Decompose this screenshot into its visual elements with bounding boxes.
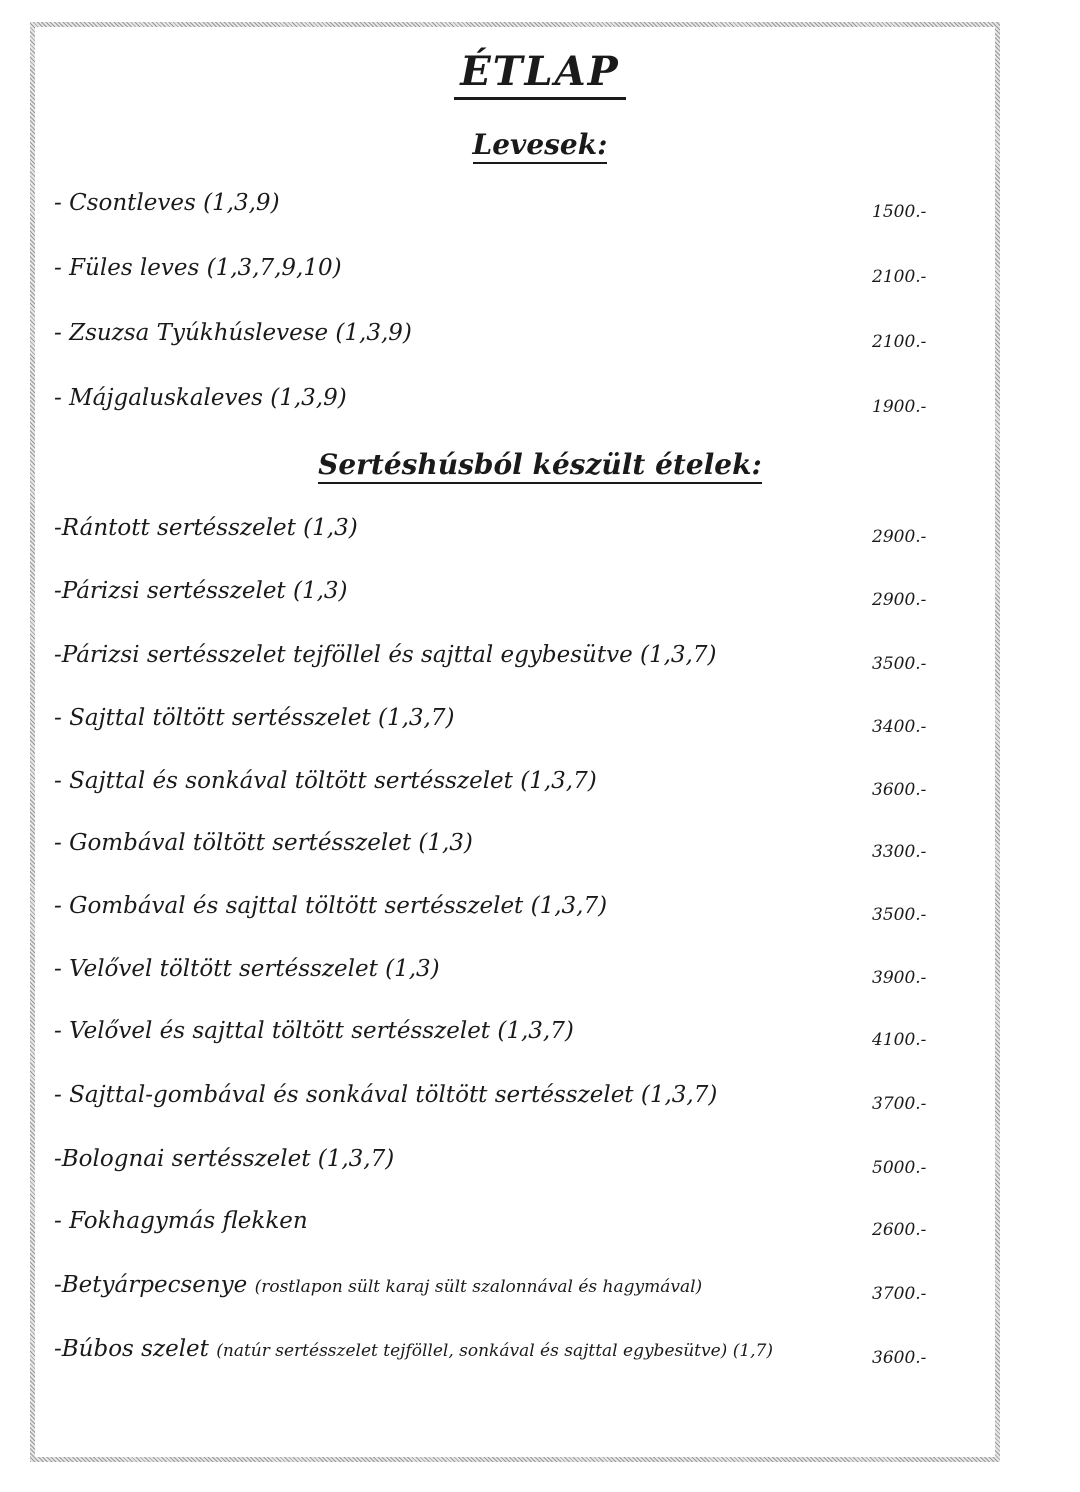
- menu-item: [54, 956, 1004, 1000]
- section-heading-pork: Sertéshúsból készült ételek:: [0, 448, 1080, 481]
- item-price: 3500.-: [872, 654, 927, 674]
- item-description: (natúr sertésszelet tejföllel, sonkával és sajttal egybesütve) (1,7): [216, 1341, 774, 1361]
- item-price: 3700.-: [872, 1094, 927, 1114]
- item-name: -Bolognai sertésszelet (1,3,7): [54, 1146, 395, 1172]
- item-name: [54, 1336, 773, 1362]
- menu-item: [54, 1272, 1004, 1316]
- menu-item: [54, 893, 1004, 937]
- menu-item: [54, 1146, 1004, 1190]
- item-name: -Rántott sertésszelet (1,3): [54, 515, 358, 541]
- item-price: 5000.-: [872, 1158, 927, 1178]
- item-price: 2600.-: [872, 1220, 927, 1240]
- menu-item: [54, 1208, 1004, 1252]
- item-name: - Velővel és sajttal töltött sertésszelet (1,3,7): [54, 1018, 574, 1044]
- menu-item: [54, 255, 1004, 299]
- item-price: 3900.-: [872, 968, 927, 988]
- item-name: -Párizsi sertésszelet tejföllel és sajttal egybesütve (1,3,7): [54, 642, 717, 668]
- item-price: 3700.-: [872, 1284, 927, 1304]
- item-name: - Sajttal töltött sertésszelet (1,3,7): [54, 705, 455, 731]
- menu-item: [54, 1082, 1004, 1126]
- item-name: -Párizsi sertésszelet (1,3): [54, 578, 348, 604]
- item-name: - Gombával töltött sertésszelet (1,3): [54, 830, 473, 856]
- item-name: - Csontleves (1,3,9): [54, 190, 280, 216]
- item-name: - Zsuzsa Tyúkhúslevese (1,3,9): [54, 320, 412, 346]
- item-price: 1500.-: [872, 202, 927, 222]
- item-price: 2900.-: [872, 527, 927, 547]
- menu-item: [54, 320, 1004, 364]
- item-price: 2900.-: [872, 590, 927, 610]
- item-price: 1900.-: [872, 397, 927, 417]
- menu-item: [54, 385, 1004, 429]
- menu-item: [54, 1336, 1004, 1380]
- item-name: - Velővel töltött sertésszelet (1,3): [54, 956, 440, 982]
- menu-title: ÉTLAP: [0, 48, 1080, 95]
- menu-item: [54, 515, 1004, 559]
- item-name: - Fokhagymás flekken: [54, 1208, 308, 1234]
- item-description: (rostlapon sült karaj sült szalonnával és hagymával): [254, 1277, 703, 1297]
- item-price: 3600.-: [872, 780, 927, 800]
- item-price: 2100.-: [872, 332, 927, 352]
- item-name: [54, 1272, 702, 1298]
- item-title: -Búbos szelet: [54, 1336, 209, 1362]
- item-name: - Füles leves (1,3,7,9,10): [54, 255, 342, 281]
- item-name: - Sajttal és sonkával töltött sertésszelet (1,3,7): [54, 768, 597, 794]
- item-price: 3600.-: [872, 1348, 927, 1368]
- item-price: 3300.-: [872, 842, 927, 862]
- item-name: - Gombával és sajttal töltött sertésszelet (1,3,7): [54, 893, 608, 919]
- item-price: 4100.-: [872, 1030, 927, 1050]
- menu-item: [54, 642, 1004, 686]
- item-title: -Betyárpecsenye: [54, 1272, 248, 1298]
- menu-item: [54, 190, 1004, 234]
- item-price: 2100.-: [872, 267, 927, 287]
- section-heading-soups: Levesek:: [0, 128, 1080, 161]
- item-name: - Májgaluskaleves (1,3,9): [54, 385, 347, 411]
- item-name: - Sajttal-gombával és sonkával töltött sertésszelet (1,3,7): [54, 1082, 718, 1108]
- item-price: 3400.-: [872, 717, 927, 737]
- menu-item: [54, 830, 1004, 874]
- menu-item: [54, 705, 1004, 749]
- menu-item: [54, 1018, 1004, 1062]
- menu-item: [54, 768, 1004, 812]
- menu-item: [54, 578, 1004, 622]
- item-price: 3500.-: [872, 905, 927, 925]
